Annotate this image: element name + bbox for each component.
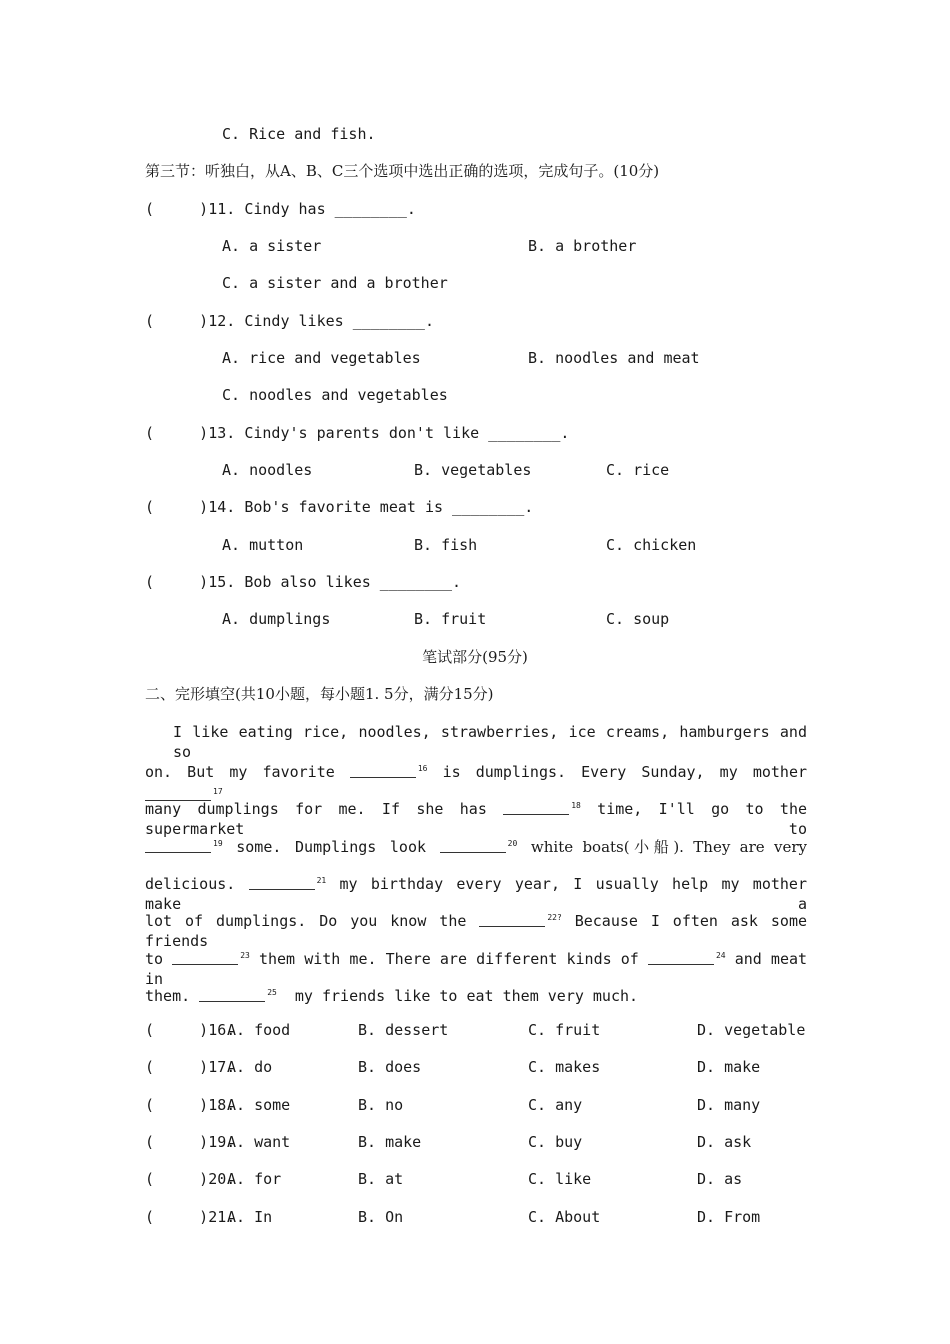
q13-stem: ( )13. Cindy's parents don't like ________. [145,424,570,442]
q18-option-a: A. some [227,1096,291,1114]
section3-title: 第三节：听独白，从A、B、C三个选项中选出正确的选项，完成句子。(10分) [145,162,660,180]
q14-option-b: B. fish [414,536,478,554]
passage-line-8: them. $^{25}$ my friends like to eat them very much. [145,987,639,1005]
q15-stem: ( )15. Bob also likes ________. [145,573,462,591]
q17-option-b: B. does [358,1058,422,1076]
q16-option-d: D. vegetable [697,1021,806,1039]
q10-option-c: C. Rice and fish. [222,125,376,143]
blank-17: 17 [145,786,223,804]
blank-21: 21 [249,875,327,893]
blank-23: 23 [172,950,250,968]
q20-option-b: B. at [358,1170,404,1188]
passage-line-2: on. But my favorite $^{16}$ is dumplings. Every Sunday, my mother $^{17}$ [145,759,807,805]
q15-option-a: A. dumplings [222,610,331,628]
q14-option-c: C. chicken [606,536,697,554]
q12-option-a: A. rice and vegetables [222,349,421,367]
cloze-section-title: 二、完形填空(共10小题，每小题1. 5分，满分15分) [145,685,494,703]
q20-option-c: C. like [528,1170,592,1188]
q21-stem: ( )21. [145,1208,236,1226]
q18-stem: ( )18. [145,1096,236,1114]
passage-line-6: lot of dumplings. Do you know the $^{22?}$ Because I often ask some friends [145,912,808,950]
q19-option-d: D. ask [697,1133,752,1151]
q20-option-a: A. for [227,1170,282,1188]
q18-option-c: C. any [528,1096,583,1114]
blank-24: 24 [648,950,726,968]
passage-line-1: I like eating rice, noodles, strawberries, ice creams, hamburgers and so [173,723,807,761]
passage-line-4: $^{19}$ some. Dumplings look $^{20}$ white boats(小船). They are very [145,834,807,857]
q16-option-a: A. food [227,1021,291,1039]
q15-option-c: C. soup [606,610,670,628]
q19-option-b: B. make [358,1133,422,1151]
blank-20: 20 [440,838,518,856]
blank-25: 25 [199,987,277,1005]
q13-option-b: B. vegetables [414,461,532,479]
q12-option-c: C. noodles and vegetables [222,386,448,404]
q17-option-d: D. make [697,1058,761,1076]
q17-option-c: C. makes [528,1058,601,1076]
q16-stem: ( )16. [145,1021,236,1039]
q13-option-c: C. rice [606,461,670,479]
passage-line-7: to $^{23}$ them with me. There are different kinds of $^{24}$ and meat in [145,950,808,988]
q19-option-c: C. buy [528,1133,583,1151]
blank-16: 16 [350,763,428,781]
q19-stem: ( )19. [145,1133,236,1151]
q12-stem: ( )12. Cindy likes ________. [145,312,434,330]
q11-option-b: B. a brother [528,237,637,255]
q20-stem: ( )20. [145,1170,236,1188]
q11-stem: ( )11. Cindy has ________. [145,200,416,218]
q13-option-a: A. noodles [222,461,313,479]
q18-option-d: D. many [697,1096,761,1114]
written-part-title: 笔试部分(95分) [422,648,528,666]
q16-option-c: C. fruit [528,1021,601,1039]
q14-stem: ( )14. Bob's favorite meat is ________. [145,498,534,516]
q16-option-b: B. dessert [358,1021,449,1039]
blank-22: 22? [479,912,561,930]
q21-option-c: C. About [528,1208,601,1226]
blank-18: 18 [503,800,581,818]
q14-option-a: A. mutton [222,536,304,554]
blank-19: 19 [145,838,223,856]
q17-option-a: A. do [227,1058,273,1076]
q21-option-d: D. From [697,1208,761,1226]
passage-line-5: delicious. $^{21}$ my birthday every year, I usually help my mother make a [145,875,807,913]
q17-stem: ( )17. [145,1058,236,1076]
q19-option-a: A. want [227,1133,291,1151]
passage-line-3: many dumplings for me. If she has $^{18}$ time, I'll go to the supermarket to [145,800,808,838]
q18-option-b: B. no [358,1096,404,1114]
q12-option-b: B. noodles and meat [528,349,700,367]
q21-option-a: A. In [227,1208,273,1226]
q11-option-c: C. a sister and a brother [222,274,448,292]
q11-option-a: A. a sister [222,237,322,255]
q15-option-b: B. fruit [414,610,487,628]
q20-option-d: D. as [697,1170,743,1188]
q21-option-b: B. On [358,1208,404,1226]
